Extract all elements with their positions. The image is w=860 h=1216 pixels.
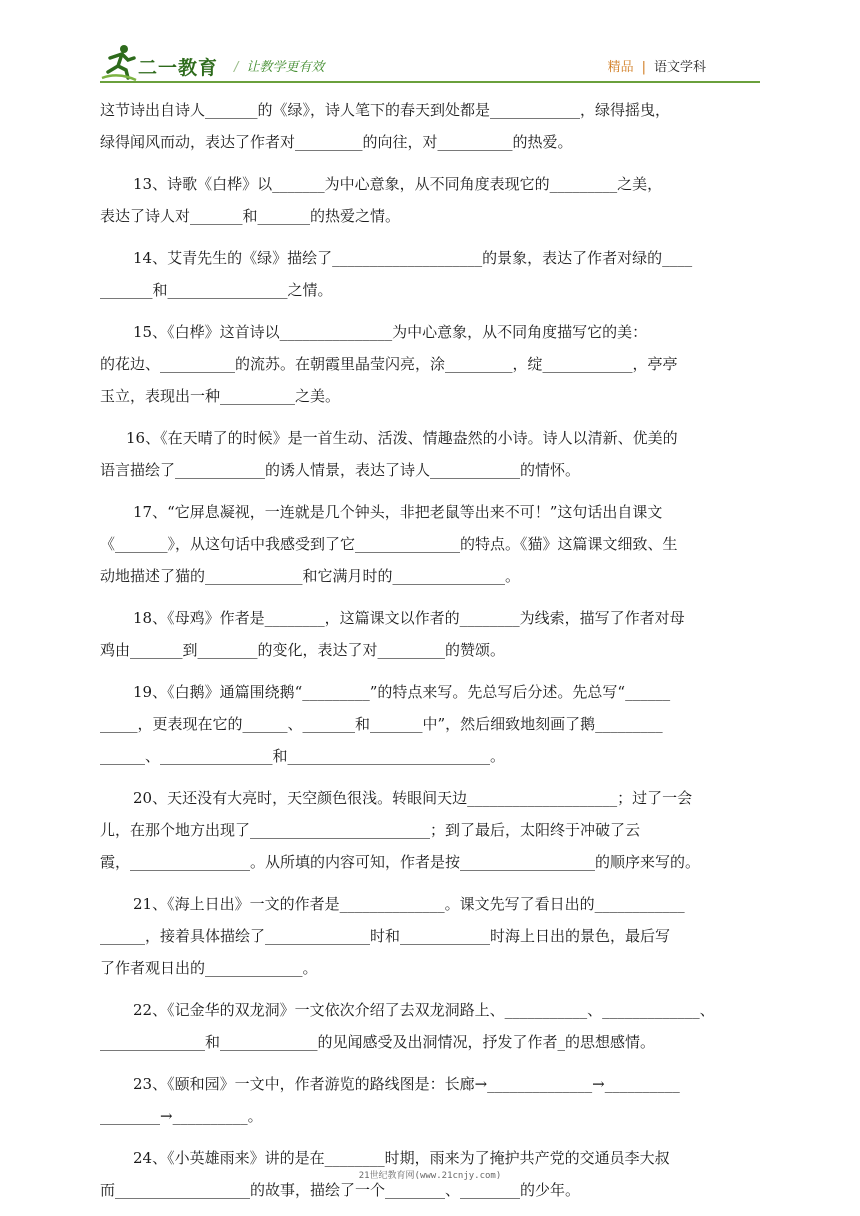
text-line: 而__________________的故事，描绘了一个________、________的少年。 — [100, 1181, 581, 1199]
text-line: 玉立，表现出一种__________之美。 — [100, 387, 341, 405]
slogan: / 让教学更有效 — [234, 60, 325, 75]
text-line: _____，更表现在它的______、_______和_______中”，然后细致地刻画了鹅_________ — [100, 715, 663, 733]
question-20: 20、天还没有大亮时，天空颜色很浅。转眼间天边____________________；过了一会 — [133, 789, 693, 807]
text-line: 动地描述了猫的_____________和它满月时的_______________。 — [100, 567, 521, 585]
text-line: 鸡由_______到________的变化，表达了对_________的赞颂。 — [100, 641, 506, 659]
slogan-text: 让教学更有效 — [246, 60, 325, 75]
text-line: ______________和_____________的见闻感受及出洞情况，抒发了作者_的思想感情。 — [100, 1033, 656, 1051]
text-line: 《_______》，从这句话中我感受到了它______________的特点。《猫》这篇课文细致、生 — [100, 535, 678, 553]
brand-label — [608, 56, 706, 75]
text-line: 这节诗出自诗人_______的《绿》，诗人笔下的春天到处都是____________，绿得摇曳， — [100, 101, 671, 119]
question-15: 15、《白桦》这首诗以_______________为中心意象，从不同角度描写它的美： — [133, 323, 648, 341]
question-22: 22、《记金华的双龙洞》一文依次介绍了去双龙洞路上、___________、_____________、 — [133, 1001, 715, 1019]
question-16: 16、《在天晴了的时候》是一首生动、活泼、情趣盎然的小诗。诗人以清新、优美的 — [126, 429, 678, 447]
text-line: 绿得闻风而动，表达了作者对_________的向往，对__________的热爱。 — [100, 133, 573, 151]
runner-logo-icon — [100, 42, 140, 82]
brand-separator: | — [641, 60, 646, 75]
question-list — [100, 94, 762, 1206]
question-14: 14、艾青先生的《绿》描绘了____________________的景象，表达了作者对绿的____ — [133, 249, 693, 267]
question-24: 24、《小英雄雨来》讲的是在________时期，雨来为了掩护共产党的交通员李大叔 — [133, 1149, 670, 1167]
logo-text: 二一教育 — [138, 57, 219, 79]
brand-subject: 语文学科 — [653, 60, 706, 75]
question-21: 21、《海上日出》一文的作者是______________。课文先写了看日出的____________ — [133, 895, 685, 913]
text-line: 的花边、__________的流苏。在朝霞里晶莹闪亮，涂_________，绽____________，亭亭 — [100, 355, 678, 373]
text-line: 了作者观日出的_____________。 — [100, 959, 318, 977]
text-line: ________→__________。 — [100, 1107, 263, 1125]
brand-highlight: 精品 — [607, 60, 634, 75]
question-23: 23、《颐和园》一文中，作者游览的路线图是：长廊→______________→__________ — [133, 1075, 680, 1093]
text-line: ______，接着具体描绘了______________时和____________时海上日出的景色，最后写 — [100, 927, 671, 945]
text-line: _______和________________之情。 — [100, 281, 333, 299]
question-17: 17、“它屏息凝视，一连就是几个钟头，非把老鼠等出来不可！”这句话出自课文 — [133, 503, 663, 521]
question-19: 19、《白鹅》通篇围绕鹅“_________”的特点来写。先总写后分述。先总写“______ — [133, 683, 671, 701]
text-line: 儿，在那个地方出现了________________________；到了最后，太阳终于冲破了云 — [100, 821, 641, 839]
header-divider — [100, 81, 760, 83]
question-18: 18、《母鸡》作者是________，这篇课文以作者的________为线索，描写了作者对母 — [133, 609, 685, 627]
text-line: 表达了诗人对_______和_______的热爱之情。 — [100, 207, 401, 225]
page-header — [100, 42, 760, 86]
logo — [100, 42, 230, 82]
text-line: ______、_______________和___________________________。 — [100, 747, 506, 765]
text-line: 语言描绘了____________的诱人情景，表达了诗人____________的情怀。 — [100, 461, 581, 479]
text-line: 霞，________________。从所填的内容可知，作者是按__________________的顺序来写的。 — [100, 853, 701, 871]
question-13: 13、诗歌《白桦》以_______为中心意象，从不同角度表现它的_________之美， — [133, 175, 663, 193]
page-footer: 21世纪教育网(www.21cnjy.com) — [358, 1171, 502, 1181]
